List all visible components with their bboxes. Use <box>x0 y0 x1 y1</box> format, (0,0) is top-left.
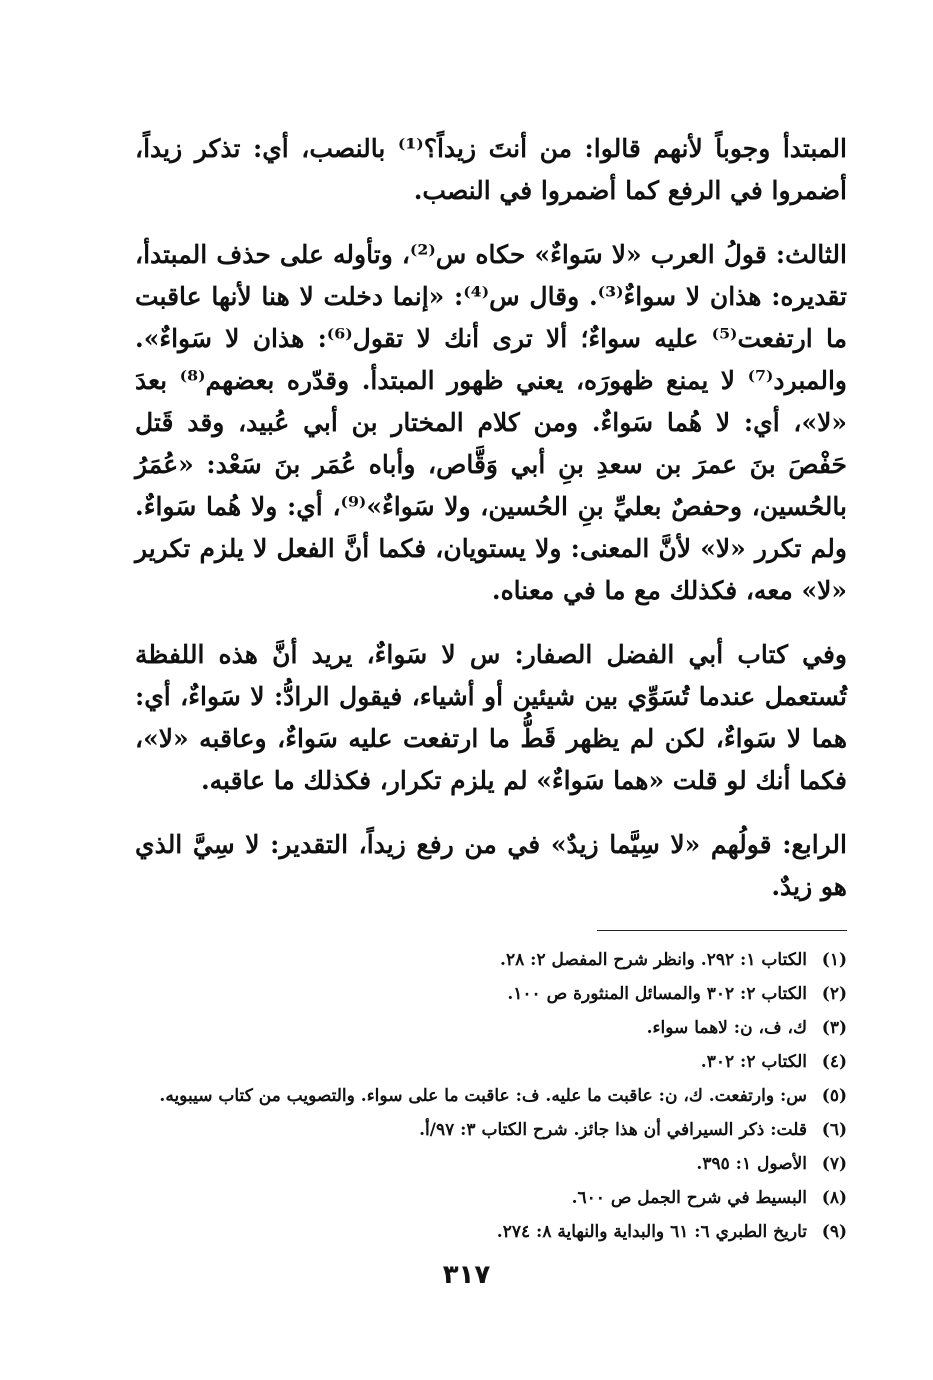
page-body <box>135 128 847 1249</box>
footnote-text: ك، ف، ن: لاهما سواء. <box>646 1018 807 1038</box>
footnote <box>135 1147 847 1181</box>
footnote-number: (٥) <box>821 1086 847 1106</box>
footnote-number: (٢) <box>821 984 847 1004</box>
footnote-number: (٨) <box>821 1188 847 1208</box>
footnote <box>135 943 847 977</box>
footnote <box>135 977 847 1011</box>
paragraph-safar: وفي كتاب أبي الفضل الصفار: س لا سَواءٌ، يريد أنَّ هذه اللفظة تُستعمل عندما تُسَوِّي بين شيئين أو أشياء، فيقول الرادُّ: لا سَواءٌ، أي: هما لا سَواءٌ، لكن لم يظهر قَطُّ ما ارتفعت عليه سَواءٌ، وعاقبه «لا»، فكما أنك لو قلت «هما سَواءٌ» لم يلزم تكرار، فكذلك ما عاقبه. <box>135 640 847 795</box>
footnote <box>135 1113 847 1147</box>
paragraph-continuation: المبتدأ وجوباً لأنهم قالوا: من أنتَ زيداً؟⁽¹⁾ بالنصب، أي: تذكر زيداً، أضمروا في الرفع كما أضمروا في النصب. <box>135 134 847 205</box>
footnote-divider <box>597 930 847 931</box>
page-number: ٣١٧ <box>442 1260 491 1290</box>
paragraph-fourth: الرابع: قولُهم «لا سِيَّما زيدٌ» في من رفع زيداً، التقدير: لا سِيَّ الذي هو زيدٌ. <box>135 830 847 901</box>
footnote-number: (٩) <box>821 1222 847 1242</box>
footnote-text: الأصول ١: ٣٩٥. <box>696 1154 807 1174</box>
footnote-number: (١) <box>821 950 847 970</box>
footnotes <box>135 943 847 1249</box>
footnote-text: الكتاب ٢: ٣٠٢. <box>700 1052 807 1072</box>
paragraph-third: الثالث: قولُ العرب «لا سَواءٌ» حكاه س⁽²⁾، وتأوله على حذف المبتدأ، تقديره: هذان لا سواءٌ⁽³⁾. وقال س⁽⁴⁾: «إنما دخلت لا هنا لأنها عاقبت ما ارتفعت⁽⁵⁾ عليه سواءٌ؛ ألا ترى أنك لا تقول⁽⁶⁾: هذان لا سَواءٌ». والمبرد⁽⁷⁾ لا يمنع ظهورَه، يعني ظهور المبتدأ. وقدّره بعضهم⁽⁸⁾ بعدَ «لا»، أي: لا هُما سَواءٌ. ومن كلام المختار بن أبي عُبيد، وقد قَتل حَفْصَ بنَ عمرَ بن سعدِ بنِ أبي وَقَّاص، وأباه عُمَر بنَ سَعْد: «عُمَرُ بالحُسين، وحفصٌ بعليِّ بنِ الحُسين، ولا سَواءٌ»⁽⁹⁾، أي: ولا هُما سَواءٌ. ولم تكرر «لا» لأنَّ المعنى: ولا يستويان، فكما أنَّ الفعل لا يلزم تكرير «لا» معه، فكذلك مع ما في معناه. <box>135 240 847 605</box>
footnote-text: س: وارتفعت. ك، ن: عاقبت ما عليه. ف: عاقبت ما على سواء. والتصويب من كتاب سيبويه. <box>159 1086 807 1106</box>
footnote-text: قلت: ذكر السيرافي أن هذا جائز. شرح الكتاب ٣: ٩٧/أ. <box>419 1120 807 1140</box>
footnote-text: الكتاب ٢: ٣٠٢ والمسائل المنثورة ص ١٠٠. <box>507 984 807 1004</box>
footnote-number: (٤) <box>821 1052 847 1072</box>
footnote <box>135 1045 847 1079</box>
footnote <box>135 1215 847 1249</box>
footnote-number: (٦) <box>821 1120 847 1140</box>
footnote <box>135 1079 847 1113</box>
footnote <box>135 1011 847 1045</box>
footnote-text: البسيط في شرح الجمل ص ٦٠٠. <box>571 1188 807 1208</box>
footnote-number: (٣) <box>821 1018 847 1038</box>
footnote-text: الكتاب ١: ٢٩٢. وانظر شرح المفصل ٢: ٢٨. <box>500 950 807 970</box>
footnote-number: (٧) <box>821 1154 847 1174</box>
footnote <box>135 1181 847 1215</box>
footnote-text: تاريخ الطبري ٦: ٦١ والبداية والنهاية ٨: ٢٧٤. <box>496 1222 807 1242</box>
